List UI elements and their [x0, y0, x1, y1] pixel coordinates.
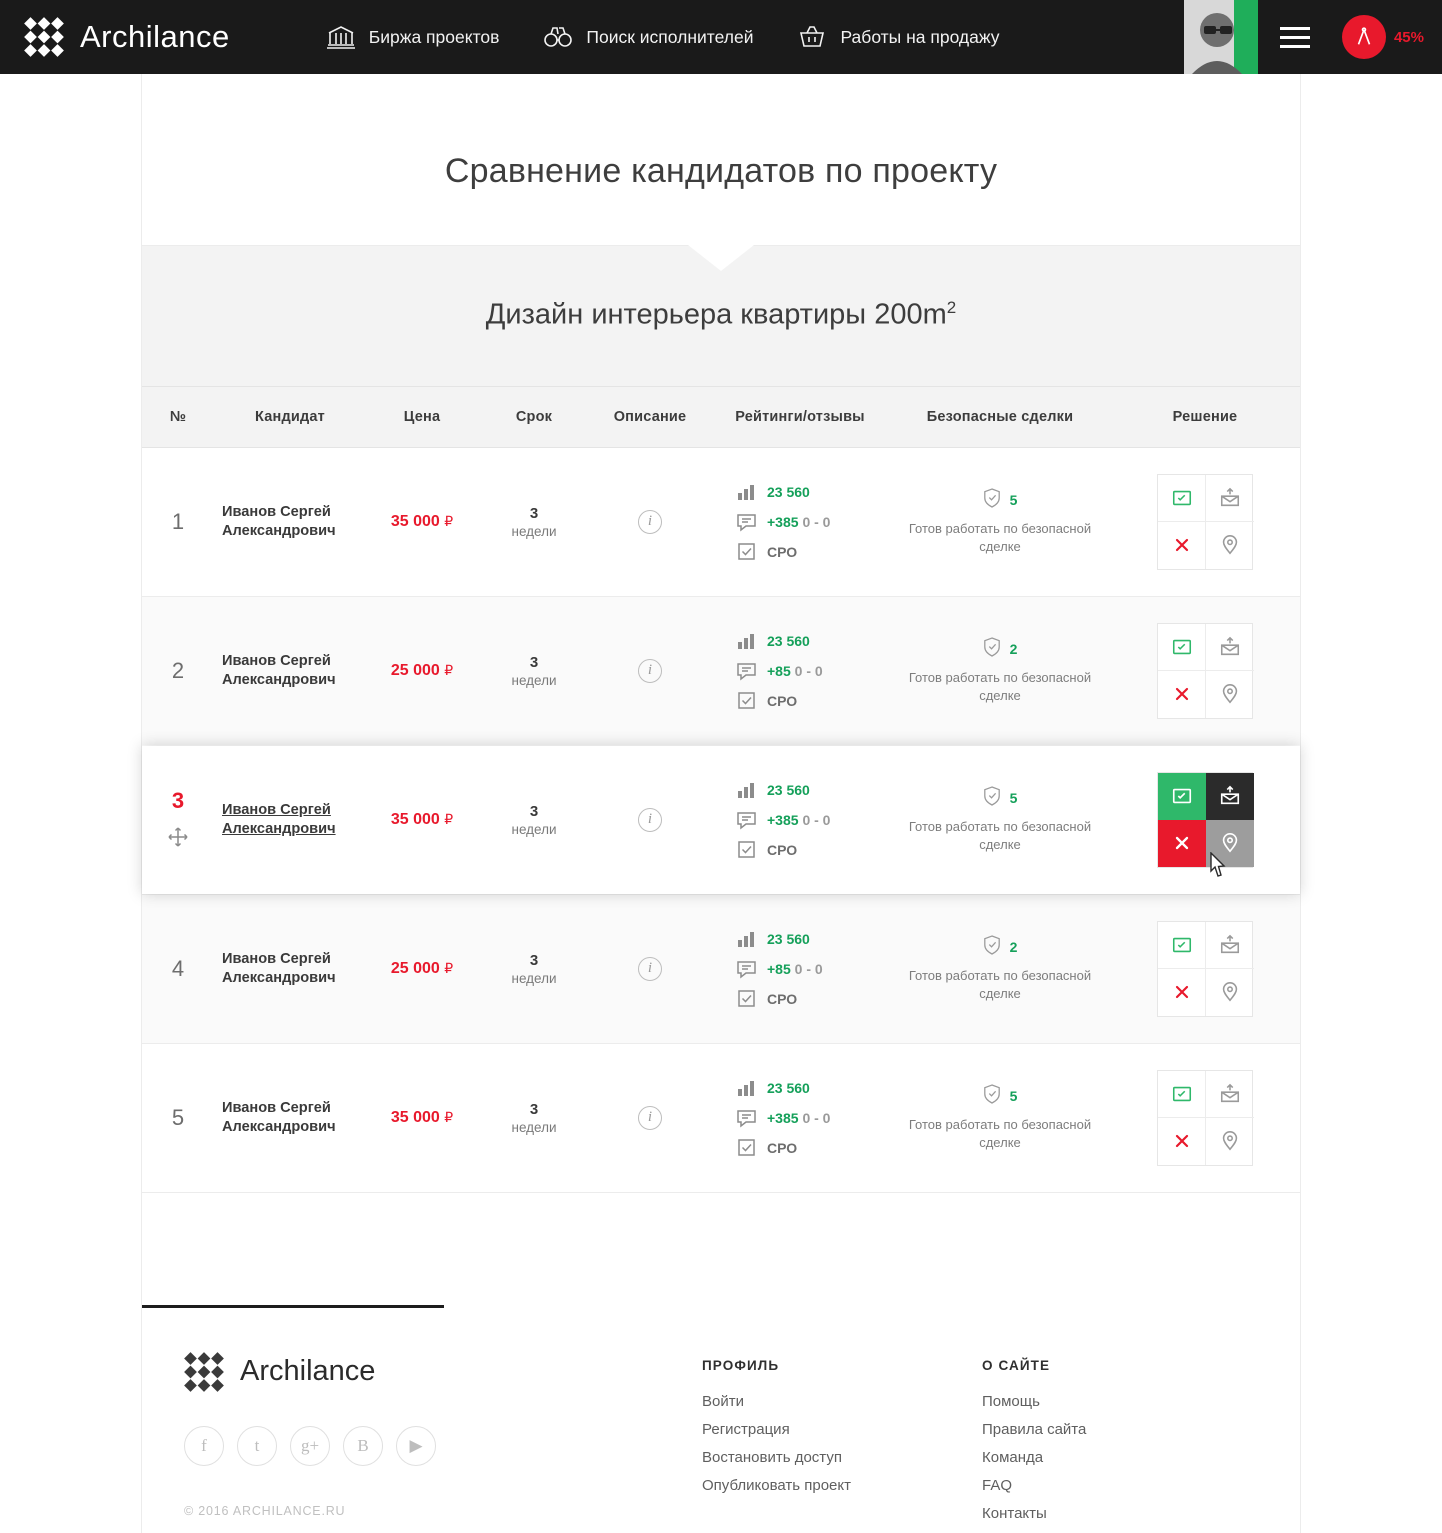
term-unit: недели [511, 821, 557, 837]
certificate-label: СРО [767, 543, 798, 560]
footer-brand-name: Archilance [240, 1355, 376, 1388]
certificate-label: СРО [767, 841, 798, 858]
rating-count: 23 560 [767, 483, 810, 500]
brand-home-link[interactable] [24, 17, 230, 57]
safe-deals-count: 5 [1009, 790, 1018, 807]
price-value: 35 000 ₽ [390, 512, 454, 530]
comment-icon [736, 660, 757, 681]
col-header-decision: Решение [1110, 386, 1300, 447]
table-body [142, 447, 1300, 1192]
footer-link-team[interactable]: Команда [982, 1448, 1044, 1466]
vk-icon[interactable]: B [343, 1426, 383, 1466]
reject-cross-button[interactable] [1158, 820, 1206, 867]
bar-chart-icon [736, 1077, 757, 1098]
ratings-block [714, 927, 886, 1011]
reviews-summary: +385 0 - 0 [767, 513, 831, 530]
move-arrows-icon[interactable] [167, 826, 189, 848]
compass-icon [1342, 15, 1386, 59]
checkbox-icon [736, 541, 757, 562]
certificate-label: СРО [767, 990, 798, 1007]
shield-icon [983, 1084, 1001, 1108]
footer-link-faq[interactable]: FAQ [982, 1476, 1013, 1494]
bar-chart-icon [736, 481, 757, 502]
accept-handshake-button[interactable] [1158, 773, 1206, 820]
rating-count: 23 560 [767, 930, 810, 947]
brand-name: Archilance [80, 19, 230, 54]
row-number: 4 [171, 955, 185, 981]
basket-icon [797, 24, 827, 50]
candidate-name-link[interactable]: Иванов Сергей Александрович [222, 950, 336, 986]
footer-link-publish-project[interactable]: Опубликовать проект [702, 1476, 851, 1494]
binoculars-icon [543, 24, 573, 50]
ratings-block [714, 480, 886, 564]
comment-icon [736, 511, 757, 532]
candidate-name-link[interactable]: Иванов Сергей Александрович [222, 652, 336, 688]
ratings-block [714, 629, 886, 713]
send-mail-button[interactable] [1206, 624, 1254, 671]
footer-link-contacts[interactable]: Контакты [982, 1504, 1047, 1522]
row-number: 2 [171, 657, 185, 683]
checkbox-icon [736, 988, 757, 1009]
bar-chart-icon [736, 928, 757, 949]
nav-item-projects-label: Биржа проектов [368, 26, 500, 47]
comment-icon [736, 1107, 757, 1128]
decision-buttons [1157, 474, 1253, 570]
col-header-candidate: Кандидат [214, 386, 366, 447]
price-value: 35 000 ₽ [390, 810, 454, 828]
footer-brand-block [142, 1352, 702, 1533]
checkbox-icon [736, 1137, 757, 1158]
term-unit: недели [511, 523, 557, 539]
table-row[interactable] [142, 596, 1300, 745]
shield-icon [983, 935, 1001, 959]
footer-heading-about: О САЙТЕ [982, 1357, 1051, 1373]
row-number: 5 [171, 1104, 185, 1130]
price-value: 25 000 ₽ [390, 661, 454, 679]
info-circle-icon[interactable]: i [638, 659, 662, 683]
rating-count: 23 560 [767, 632, 810, 649]
safe-deals-block [894, 1084, 1106, 1151]
accept-handshake-button[interactable] [1158, 475, 1206, 522]
term-value: 3 [529, 653, 539, 671]
profile-progress-percent: 45% [1393, 28, 1424, 46]
pin-location-button[interactable] [1206, 522, 1254, 569]
reviews-summary: +385 0 - 0 [767, 1109, 831, 1126]
facebook-icon[interactable]: f [184, 1426, 224, 1466]
header-right-cluster [1184, 0, 1442, 74]
site-footer [142, 1308, 1300, 1533]
footer-link-site-rules[interactable]: Правила сайта [982, 1420, 1087, 1438]
page-container [141, 74, 1301, 1533]
term-value: 3 [529, 504, 539, 522]
reviews-summary: +385 0 - 0 [767, 811, 831, 828]
ratings-block [714, 1076, 886, 1160]
nav-item-works-for-sale[interactable] [797, 24, 999, 50]
col-header-price: Цена [366, 386, 478, 447]
profile-progress-chip[interactable] [1332, 15, 1442, 59]
info-circle-icon[interactable]: i [638, 1106, 662, 1130]
info-circle-icon[interactable]: i [638, 510, 662, 534]
decision-buttons [1157, 623, 1253, 719]
reject-cross-button[interactable] [1158, 1118, 1206, 1165]
project-title [142, 298, 1300, 332]
col-header-ratings: Рейтинги/отзывы [710, 386, 890, 447]
accept-handshake-button[interactable] [1158, 922, 1206, 969]
safe-deals-text: Готов работать по безопасной сделке [908, 819, 1092, 852]
safe-deals-text: Готов работать по безопасной сделке [908, 968, 1092, 1001]
term-value: 3 [529, 951, 539, 969]
shield-icon [983, 637, 1001, 661]
decision-buttons [1157, 1070, 1253, 1166]
term-value: 3 [529, 1100, 539, 1118]
send-mail-button[interactable] [1206, 922, 1254, 969]
term-unit: недели [511, 970, 557, 986]
send-mail-button[interactable] [1206, 475, 1254, 522]
safe-deals-text: Готов работать по безопасной сделке [908, 1117, 1092, 1150]
price-value: 25 000 ₽ [390, 959, 454, 977]
footer-link-help[interactable]: Помощь [982, 1392, 1040, 1410]
rating-count: 23 560 [767, 1079, 810, 1096]
table-row[interactable] [142, 447, 1300, 596]
table-bottom-spacer [142, 1193, 1300, 1305]
reviews-summary: +85 0 - 0 [767, 960, 823, 977]
safe-deals-block [894, 488, 1106, 555]
table-row-active[interactable] [142, 745, 1300, 894]
certificate-label: СРО [767, 1139, 798, 1156]
send-mail-button[interactable] [1206, 773, 1254, 820]
nav-item-projects[interactable] [326, 24, 500, 50]
rating-count: 23 560 [767, 781, 810, 798]
safe-deals-count: 5 [1009, 492, 1018, 509]
bar-chart-icon [736, 630, 757, 651]
col-header-num: № [142, 386, 214, 447]
pin-location-button[interactable] [1206, 969, 1254, 1016]
row-number: 3 [171, 787, 185, 813]
footer-heading-profile: ПРОФИЛЬ [702, 1357, 780, 1373]
col-header-term: Срок [478, 386, 590, 447]
page-title: Сравнение кандидатов по проекту [444, 152, 998, 190]
ratings-block [714, 778, 886, 862]
social-links [184, 1426, 702, 1466]
pin-location-button[interactable] [1206, 671, 1254, 718]
youtube-icon[interactable]: ▶ [396, 1426, 436, 1466]
decision-buttons [1157, 921, 1253, 1017]
reject-cross-button[interactable] [1158, 671, 1206, 718]
footer-column-profile [702, 1352, 982, 1533]
bank-columns-icon [326, 24, 356, 50]
top-header-bar [0, 0, 1442, 74]
avatar[interactable] [1184, 0, 1258, 74]
candidates-comparison-table [142, 386, 1300, 1193]
footer-link-register[interactable]: Регистрация [702, 1420, 790, 1438]
send-mail-button[interactable] [1206, 1071, 1254, 1118]
bar-chart-icon [736, 779, 757, 800]
main-nav [326, 24, 1000, 50]
table-header-row [142, 386, 1300, 447]
footer-brand-link[interactable] [184, 1352, 702, 1392]
col-header-description: Описание [590, 386, 710, 447]
footer-link-login[interactable]: Войти [702, 1392, 744, 1410]
accept-handshake-button[interactable] [1158, 1071, 1206, 1118]
term-value: 3 [529, 802, 539, 820]
comment-icon [736, 958, 757, 979]
col-header-safe-deals: Безопасные сделки [890, 386, 1110, 447]
comment-icon [736, 809, 757, 830]
pin-location-button[interactable] [1206, 820, 1254, 867]
safe-deals-text: Готов работать по безопасной сделке [908, 521, 1092, 554]
safe-deals-count: 5 [1009, 1088, 1018, 1105]
hamburger-menu-icon[interactable] [1258, 0, 1332, 74]
project-title-text: Дизайн интерьера квартиры 200m [485, 298, 947, 331]
safe-deals-block [894, 637, 1106, 704]
term-unit: недели [511, 1119, 557, 1135]
safe-deals-text: Готов работать по безопасной сделке [908, 670, 1092, 703]
checkbox-icon [736, 839, 757, 860]
table-row[interactable] [142, 894, 1300, 1043]
decision-buttons [1157, 772, 1253, 868]
candidate-name-link[interactable]: Иванов Сергей Александрович [222, 801, 336, 837]
safe-deals-count: 2 [1009, 641, 1018, 658]
safe-deals-block [894, 786, 1106, 853]
project-title-sup: 2 [946, 298, 957, 317]
info-circle-icon[interactable]: i [638, 808, 662, 832]
safe-deals-count: 2 [1009, 939, 1018, 956]
accept-handshake-button[interactable] [1158, 624, 1206, 671]
archilance-diamond-logo-icon [24, 17, 64, 57]
shield-icon [983, 786, 1001, 810]
reject-cross-button[interactable] [1158, 522, 1206, 569]
pin-location-button[interactable] [1206, 1118, 1254, 1165]
archilance-diamond-logo-icon [184, 1352, 224, 1392]
checkbox-icon [736, 690, 757, 711]
table-row[interactable] [142, 1043, 1300, 1192]
candidate-name-link[interactable]: Иванов Сергей Александрович [222, 1099, 336, 1135]
nav-item-search-performers-label: Поиск исполнителей [586, 26, 754, 47]
copyright-text: © 2016 ARCHILANCE.RU [184, 1503, 346, 1518]
safe-deals-block [894, 935, 1106, 1002]
certificate-label: СРО [767, 692, 798, 709]
footer-column-about [982, 1352, 1262, 1533]
project-header-band [142, 245, 1300, 386]
term-unit: недели [511, 672, 557, 688]
shield-icon [983, 488, 1001, 512]
price-value: 35 000 ₽ [390, 1108, 454, 1126]
twitter-icon[interactable]: t [237, 1426, 277, 1466]
nav-item-search-performers[interactable] [543, 24, 753, 50]
footer-link-restore-access[interactable]: Востановить доступ [702, 1448, 842, 1466]
info-circle-icon[interactable]: i [638, 957, 662, 981]
reviews-summary: +85 0 - 0 [767, 662, 823, 679]
reject-cross-button[interactable] [1158, 969, 1206, 1016]
nav-item-works-for-sale-label: Работы на продажу [840, 26, 1000, 47]
candidate-name-link[interactable]: Иванов Сергей Александрович [222, 503, 336, 539]
row-number: 1 [171, 508, 185, 534]
google-plus-icon[interactable]: g+ [290, 1426, 330, 1466]
